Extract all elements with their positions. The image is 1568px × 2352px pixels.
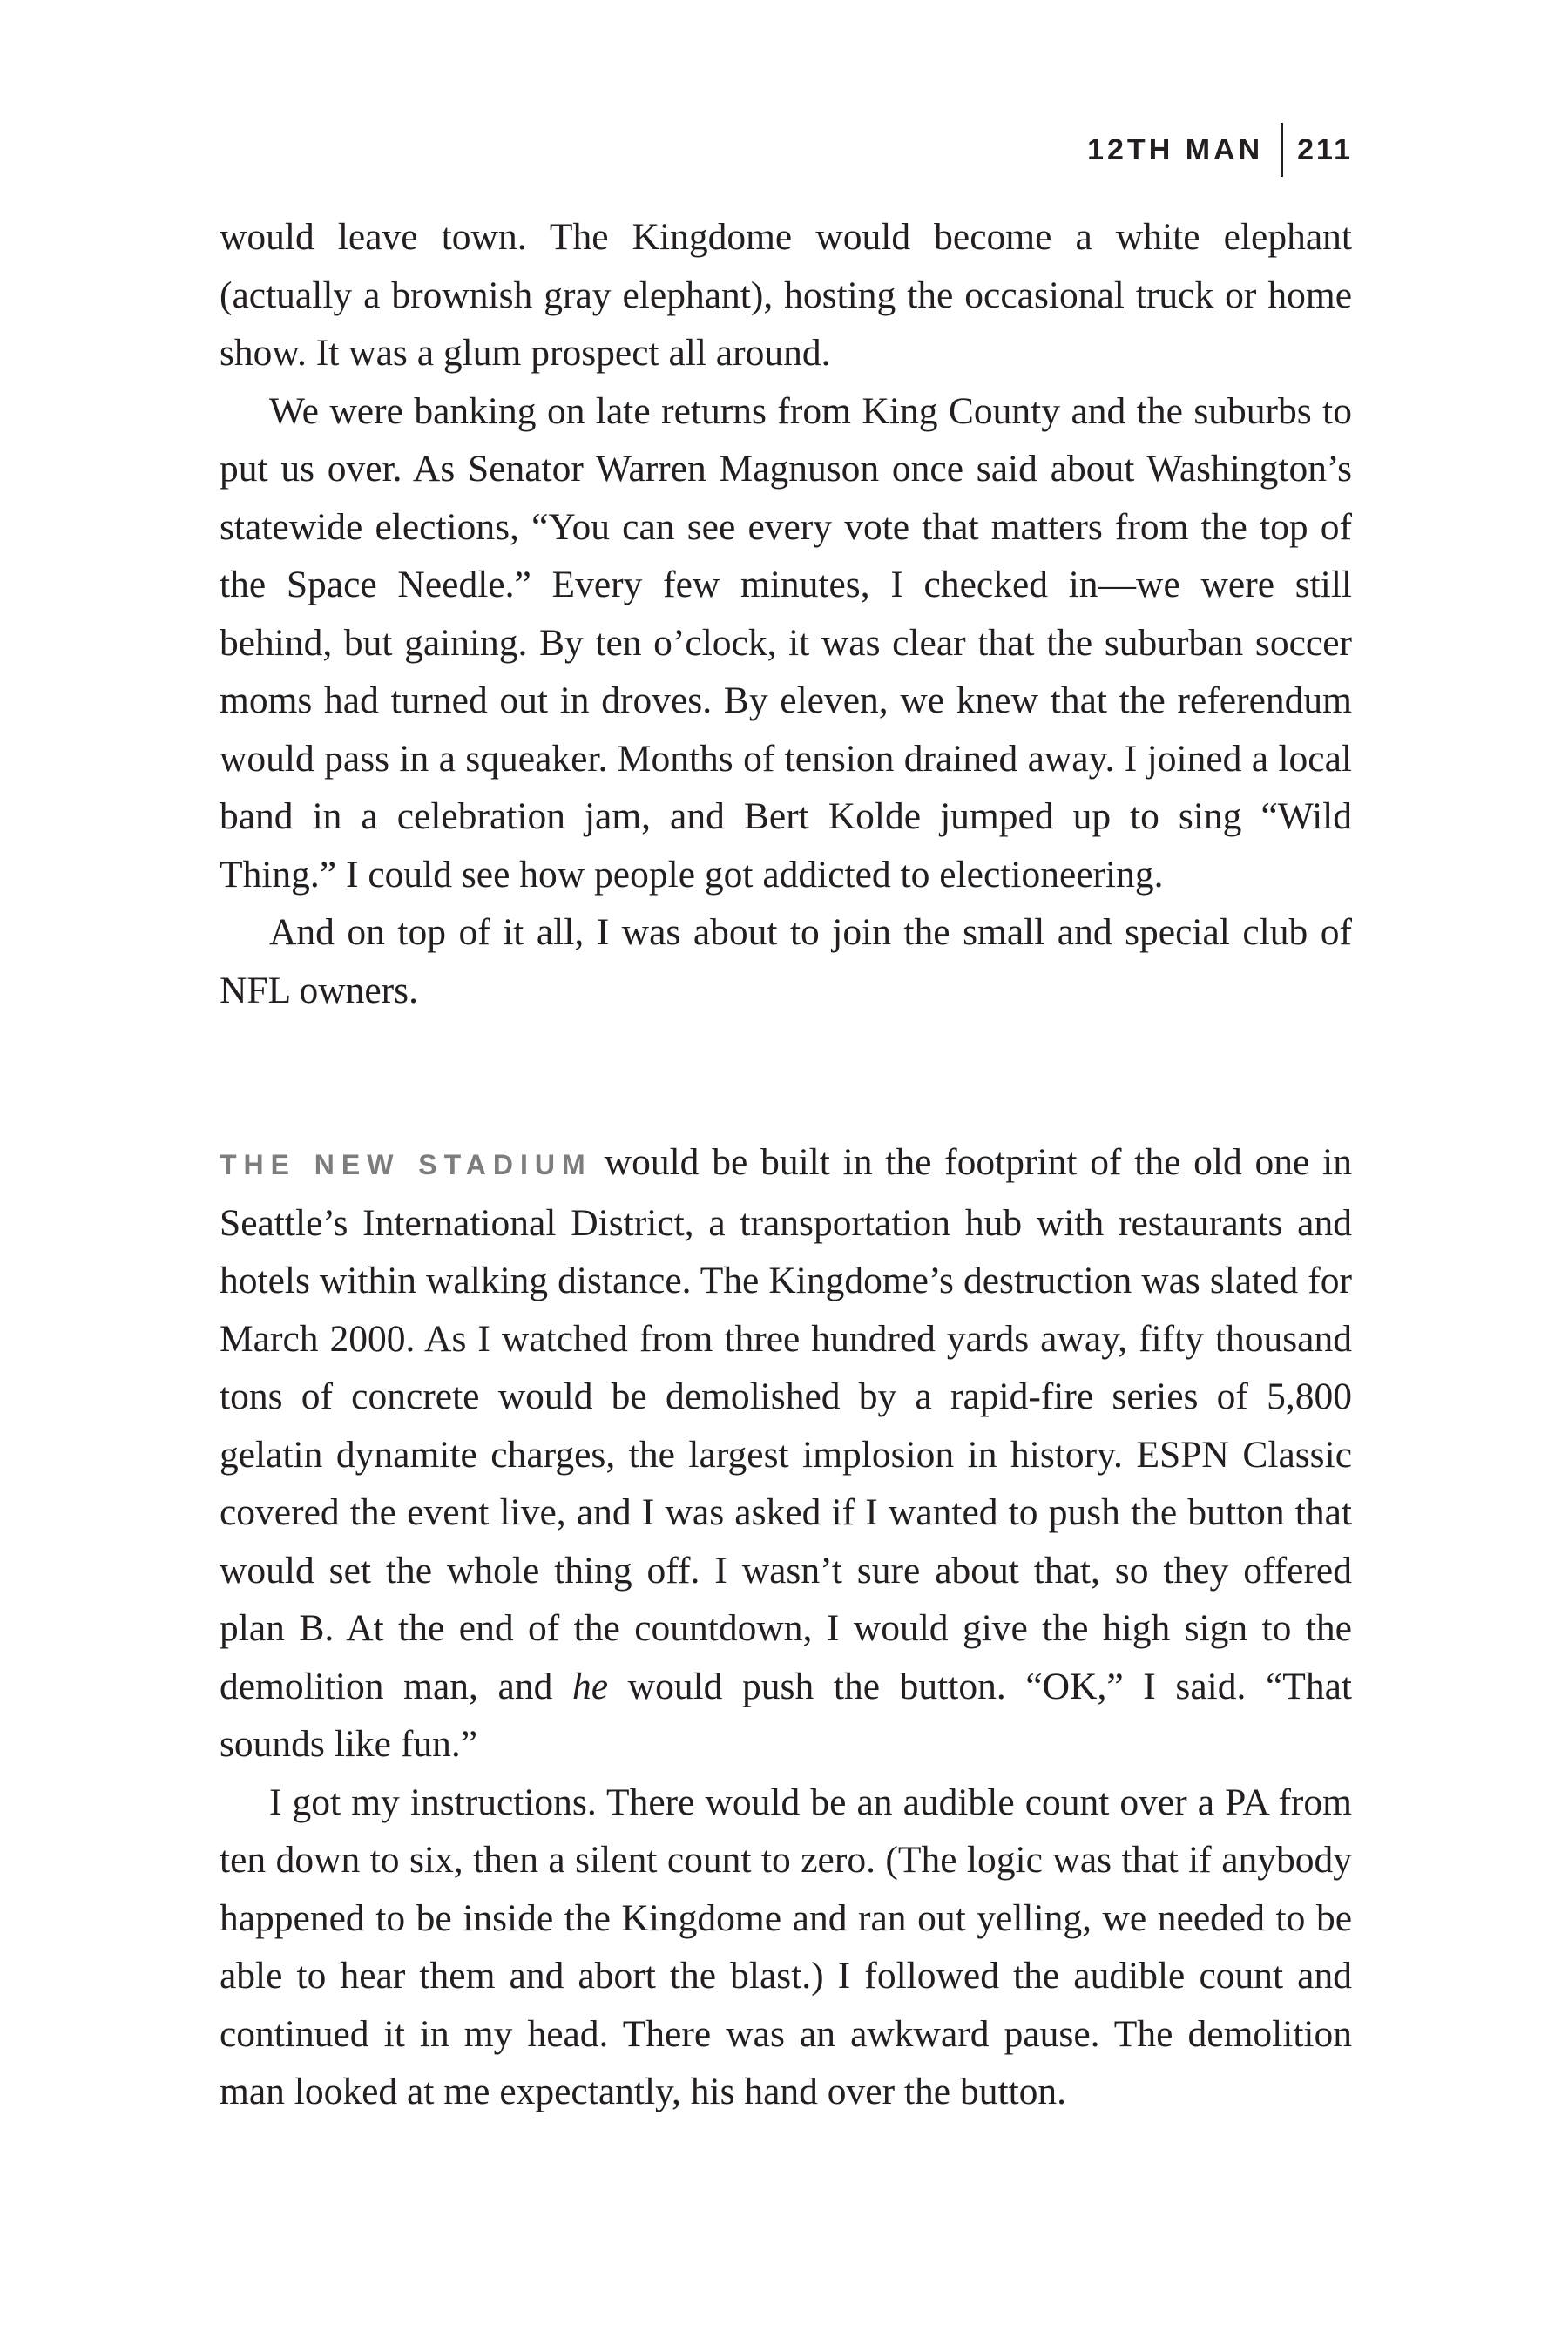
section-lead-in: THE NEW STADIUM — [220, 1149, 592, 1180]
running-head-divider — [1281, 123, 1283, 177]
running-head — [1087, 124, 1353, 176]
paragraph-continued: would leave town. The Kingdome would become a white elephant (actually a brownish gray elephant), hosting the occasional truck or home show. It was a glum prospect all around. — [220, 216, 1352, 374]
paragraph-text-part: would push the button. “OK,” I said. “That sounds like fun.” — [220, 1665, 1353, 1765]
paragraph-election-night: We were banking on late returns from King County and the suburbs to put us over. As Senator Warren Magnuson once said about Washington’s statewide elections, “You can see every vote that matters from the top of the Space Needle.” Every few minutes, I checked in—we were still behind, but gaining. By ten o’clock, it was clear that the suburban soccer moms had turned out in droves. By eleven, we knew that the referendum would pass in a squeaker. Months of tension drained away. I joined a local band in a celebration jam, and Bert Kolde jumped up to sing “Wild Thing.” I could see how people got addicted to electioneering. — [220, 389, 1352, 896]
italic-word: he — [571, 1665, 609, 1707]
page-number: 211 — [1297, 132, 1353, 166]
paragraph-text-part: would be built in the footprint of the old one in Seattle’s International District, a transportation hub with restaurants and hotels within walking distance. The Kingdome’s destruction was slated for March 2000. As I watched from three hundred yards away, fifty thousand tons of concrete would be demolished by a rapid-fire series of 5,800 gelatin dynamite charges, the largest implosion in history. ESPN Classic covered the event live, and I was asked if I wanted to push the button that would set the whole thing off. I wasn’t sure about that, so they offered plan B. At the end of the countdown, I would give the high sign to the demolition man, and — [220, 1141, 1352, 1707]
paragraph-new-stadium — [220, 1133, 1352, 1774]
running-head-title: 12TH MAN — [1087, 132, 1264, 166]
body-text — [220, 208, 1352, 2121]
paragraph-countdown: I got my instructions. There would be an audible count over a PA from ten down to six, then a silent count to zero. (The logic was that if anybody happened to be inside the Kingdome and ran out yelling, we needed to be able to hear them and abort the blast.) I followed the audible count and continued it in my head. There was an awkward pause. The demolition man looked at me expectantly, his hand over the button. — [220, 1781, 1352, 2112]
paragraph-nfl-owners: And on top of it all, I was about to join the small and special club of NFL owners. — [220, 911, 1352, 1011]
